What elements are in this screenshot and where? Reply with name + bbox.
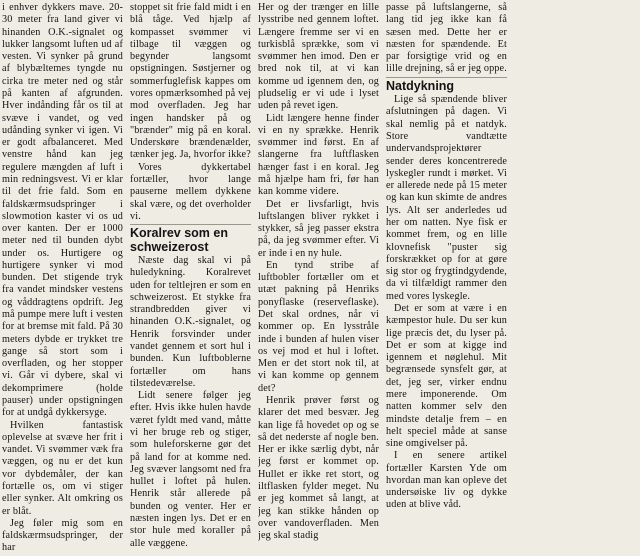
paragraph: Hvilken fantastisk oplevelse at svæve her frit i vandet. Vi svømmer væk fra væggen, og nu er det kun vor dybdemåler, der kan fortælle os, om vi stiger eller synker. Alt omkring os er blåt.	[2, 419, 123, 517]
paragraph: Lidt senere følger jeg efter. Hvis ikke hulen havde været fyldt med vand, måtte vi her bruge reb og stiger, som huleforskerne gør det på land for at komme ned. Jeg svæver langsomt ned fra hullet i loftet på hulen. Henrik står allerede på bunden og venter. Her er næsten ingen lys. Det er en stor hule med koraller på alle væggene.	[130, 390, 251, 549]
article-column-1	[2, 2, 123, 556]
paragraph: En tynd stribe af luftbobler fortæller om et utæt pakning på Henriks ponyflaske (reserveflaske). Det skal ordnes, når vi kommer op. En lysstråle inde i bunden af hulen viser os vej mod et hul i loftet. Men er det stort nok til, at vi kan komme op gennem det?	[258, 259, 379, 394]
section-heading: Natdykning	[386, 78, 455, 93]
paragraph: Lidt længere henne finder vi en ny sprække. Henrik svømmer ind først. En af slangerne fra luftflasken hænger fast i en koral. Jeg må hjælpe ham fri, før han kan komme videre.	[258, 112, 379, 198]
paragraph: Næste dag skal vi på huledykning. Koralrevet uden for teltlejren er som en schweizerost. Et stykke fra strandbredden giver vi hinanden O.K.-signalet, og Henrik forsvinder under vandet gennem et sort hul i bunden. Kun luftboblerne fortæller om hans tilstedeværelse.	[130, 255, 251, 389]
article-column-4	[386, 2, 507, 556]
article-column-3	[258, 2, 379, 556]
paragraph: Lige så spændende bliver afslutningen på dagen. Vi skal nemlig på et natdyk. Store vandtætte undervandsprojektører sender deres koncentrerede lyskegler rundt i mørket. Vi er allerede nede på 15 meter og kan kun skimte de andres lys. Alt ser anderledes ud her om natten. Nye fisk er kommet frem, og en lille klovnefisk "puster sig forskrækket op for at gøre sig stor og frygtindgydende, da vi tilfældigt rammer den med vores lyskegle.	[386, 94, 507, 302]
section-divider	[386, 77, 507, 78]
paragraph: stoppet sit frie fald midt i en blå tåge. Ved hjælp af kompasset svømmer vi tilbage til væggen og begynder langsomt opstigningen. Søstjerner og sommerfuglefisk kappes om vores opmærksomhed på vej mod overfladen. Jeg har ingen handsker på og "brænder" mig på en koral. Underskøre brændenælder, tænker jeg. Ja, hvorfor ikke?	[130, 2, 251, 161]
paragraph: Vores dykkertabel fortæller, hvor lange pauserne mellem dykkene skal være, og det overholder vi.	[130, 161, 251, 222]
article-column-2	[130, 2, 251, 556]
paragraph: Henrik prøver først og klarer det med besvær. Jeg kan lige få hovedet op og se så det nederste af nogle ben. Her er ikke særlig dybt, når jeg først er kommet op. Hullet er ikke ret stort, og iltflasken fylder meget. Nu er jeg kommet så langt, at jeg kan stikke hånden op over vandoverfladen. Men jeg skal stadig	[258, 395, 379, 542]
paragraph: Jeg føler mig som en faldskærmsudspringer, der har	[2, 517, 123, 554]
section-divider	[130, 224, 251, 225]
paragraph: Det er som at være i en kæmpestor hule. Du ser kun lige præcis det, du lyser på. Det er som at kigge ind igennem et nøglehul. Mit begrænsede synsfelt gør, at det, jeg ser, virker endnu mere imponerende. Om natten kommer selv den mindste detalje frem – en helt speciel måde at sanse sine omgivelser på.	[386, 302, 507, 450]
paragraph: passe på luftslangerne, så lang tid jeg ikke kan få sæsen med. Dette her er næsten for spændende. Et par forsigtige vrid og en lille drejning, så er jeg oppe.	[386, 2, 507, 75]
paragraph: i enhver dykkers mave. 20-30 meter fra land giver vi hinanden O.K.-signalet og lukker langsomt luften ud af vesten. Vi synker på grund af blybæltemes tyngde nu cirka tre meter ned og står på kanten af afgrunden. Hver indånding får os til at svæve i vandet, og ved udånding synker vi igen. Vi er godt afbalanceret. Med venstre hånd kan jeg regulere mængden af luft i min redningsvest. Vi er klar til det frie fald. Som en faldskærmsudspringer i slowmotion kaster vi os ud over kanten. Der er 1000 meter ned til bunden dybt under os. Hurtigere og hurtigere synker vi mod bunden. Det stigende tryk fra vandet mindsker vestens og våddragtens opdrift. Jeg må pumpe mere luft i vesten for at bremse mit fald. På 30 meters dybde er trykket tre gange så stort som i overfladen, og her stopper vi. Går vi dybere, skal vi dekomprimere (holde pauser) under opstigningen for at undgå dykkersyge.	[2, 2, 123, 419]
paragraph: Det er livsfarligt, hvis luftslangen bliver rykket i stykker, så jeg passer ekstra på, da jeg svømmer efter. Vi er inde i en ny hule.	[258, 198, 379, 259]
paragraph: Her og der trænger en lille lysstribe ned gennem loftet. Længere fremme ser vi en turkisblå sprække, som vi svømmer hen imod. Den er bred nok til, at vi kan komme ud igennem den, og pludselig er vi ude i lyset uden på revet igen.	[258, 2, 379, 112]
article-columns	[2, 2, 638, 556]
section-heading: Koralrev som en schweizerost	[130, 226, 228, 254]
paragraph: I en senere artikel fortæller Karsten Yde om hvordan man kan opleve det undersøiske liv og dykke uden at blive våd.	[386, 450, 507, 511]
